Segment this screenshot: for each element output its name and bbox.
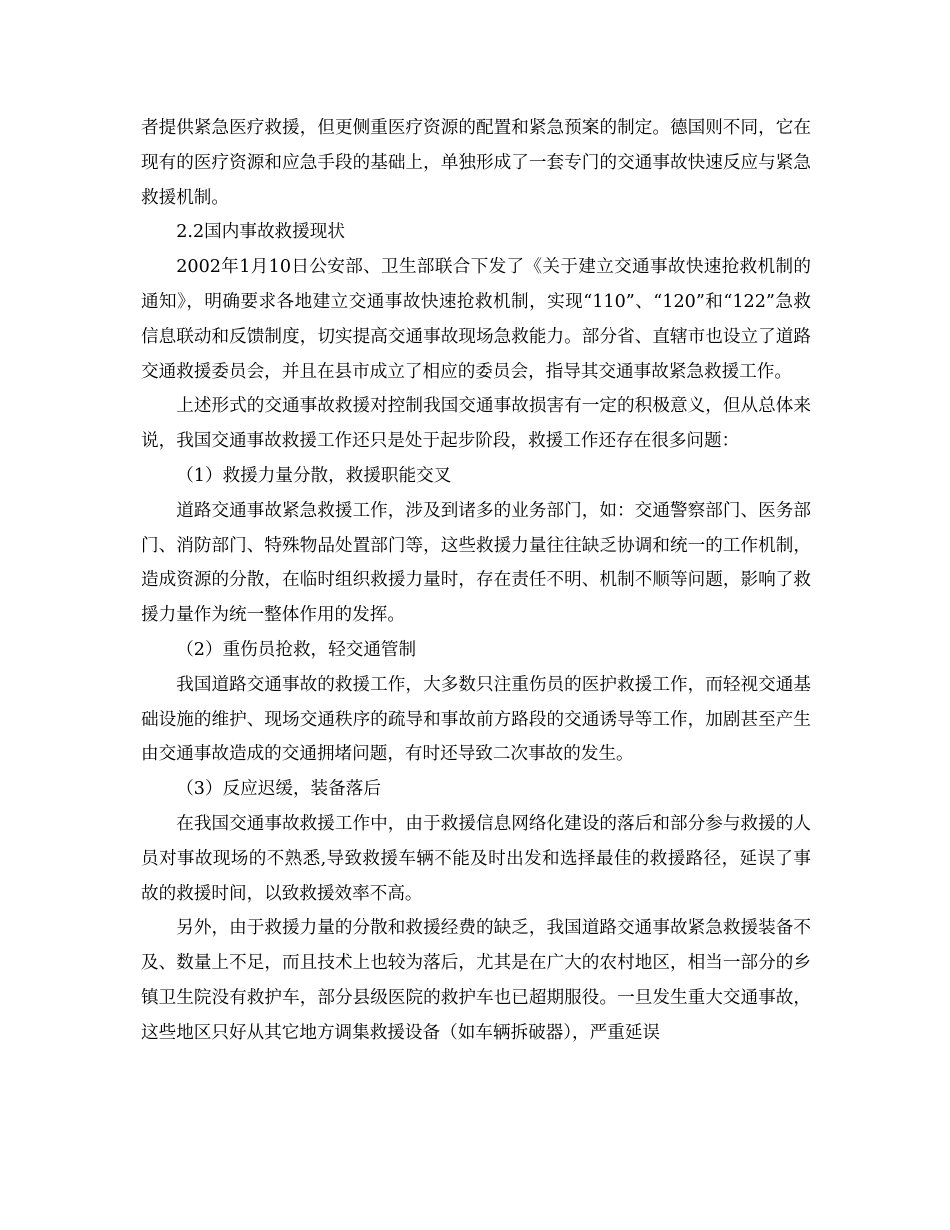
paragraph: 在我国交通事故救援工作中，由于救援信息网络化建设的落后和部分参与救援的人员对事故现场的不熟悉,导致救援车辆不能及时出发和选择最佳的救援路径，延误了事故的救援时间，以致救援效率不高。 xyxy=(141,813,811,904)
subheading-2: （2）重伤员抢救，轻交通管制 xyxy=(176,639,417,660)
paragraph: 道路交通事故紧急救援工作，涉及到诸多的业务部门，如：交通警察部门、医务部门、消防部门、特殊物品处置部门等，这些救援力量往往缺乏协调和统一的工作机制，造成资源的分散，在临时组织救援力量时，存在责任不明、机制不顺等问题，影响了救援力量作为统一整体作用的发挥。 xyxy=(141,500,811,626)
subheading-3: （3）反应迟缓，装备落后 xyxy=(176,779,381,800)
document-body xyxy=(141,111,811,1051)
paragraph: 我国道路交通事故的救援工作，大多数只注重伤员的医护救援工作，而轻视交通基础设施的维护、现场交通秩序的疏导和事故前方路段的交通诱导等工作，加剧甚至产生由交通事故造成的交通拥堵问题，有时还导致二次事故的发生。 xyxy=(141,674,811,765)
paragraph-continued: 者提供紧急医疗救援，但更侧重医疗资源的配置和紧急预案的制定。德国则不同，它在现有的医疗资源和应急手段的基础上，单独形成了一套专门的交通事故快速反应与紧急救援机制。 xyxy=(141,118,811,208)
paragraph: 上述形式的交通事故救援对控制我国交通事故损害有一定的积极意义，但从总体来说，我国交通事故救援工作还只是处于起步阶段，救援工作还存在很多问题： xyxy=(141,396,811,452)
paragraph: 另外，由于救援力量的分散和救援经费的缺乏，我国道路交通事故紧急救援装备不及、数量上不足，而且技术上也较为落后，尤其是在广大的农村地区，相当一部分的乡镇卫生院没有救护车，部分县级医院的救护车也已超期服役。一旦发生重大交通事故，这些地区只好从其它地方调集救援设备（如车辆拆破器），严重延误 xyxy=(141,918,811,1043)
subheading-1: （1）救援力量分散，救援职能交叉 xyxy=(176,465,452,486)
paragraph: 2002年1月10日公安部、卫生部联合下发了《关于建立交通事故快速抢救机制的通知》，明确要求各地建立交通事故快速抢救机制，实现“110”、“120”和“122”急救信息联动和反馈制度，切实提高交通事故现场急救能力。部分省、直辖市也设立了道路交通救援委员会，并且在县市成立了相应的委员会，指导其交通事故紧急救援工作。 xyxy=(141,257,811,382)
section-heading: 2.2国内事故救援现状 xyxy=(176,222,345,243)
